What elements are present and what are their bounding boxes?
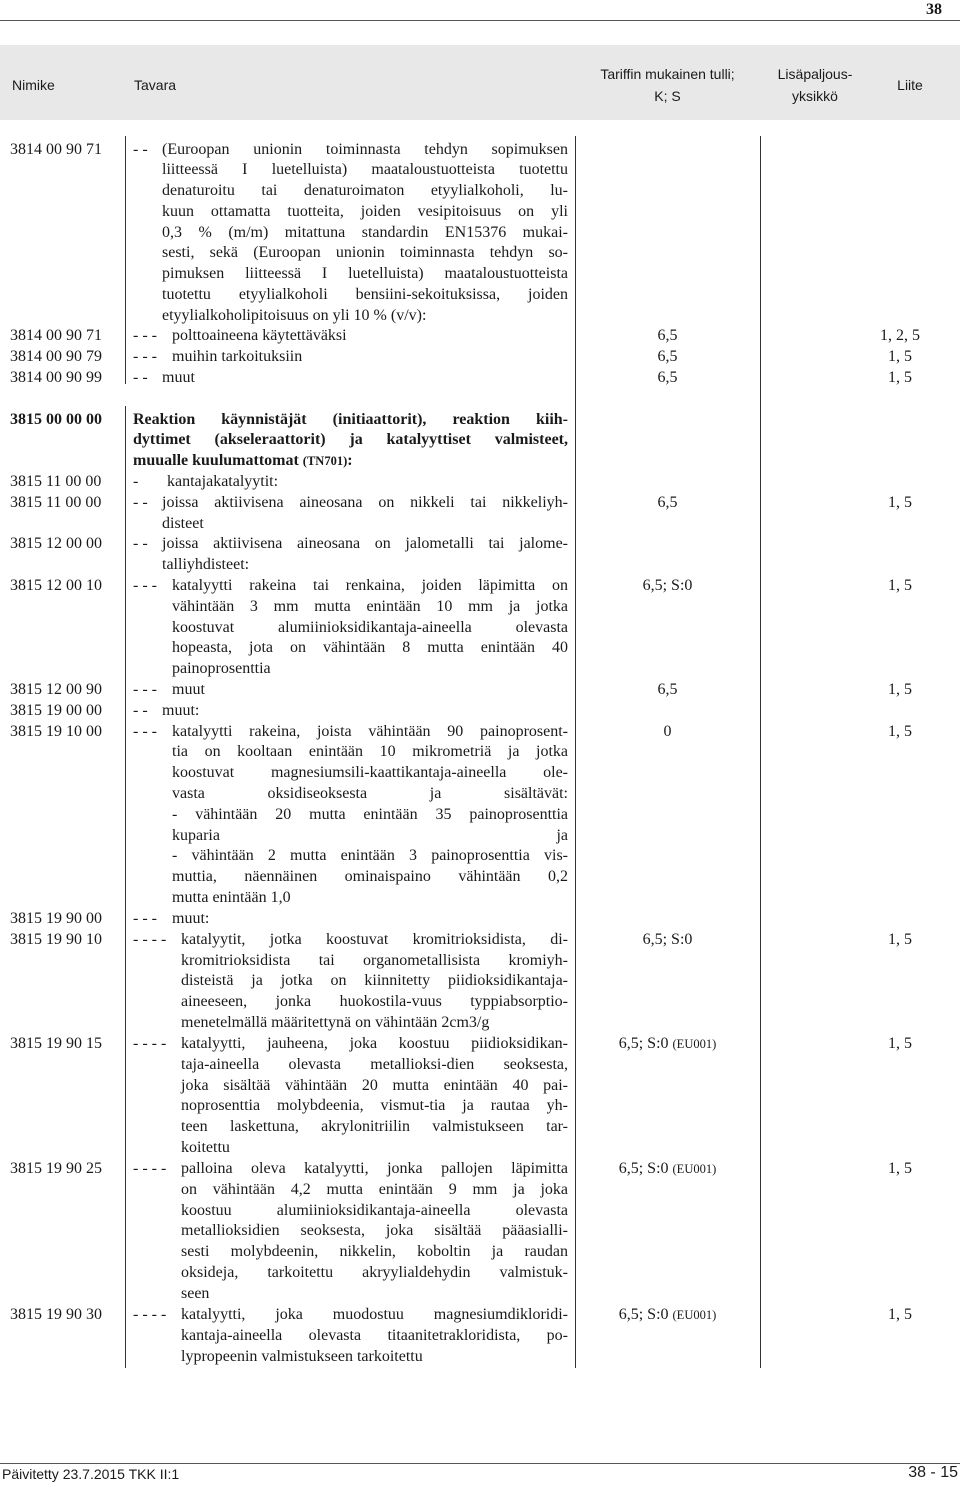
description-line <box>181 951 568 972</box>
duty-rate <box>575 722 760 743</box>
description-text: (Euroopan unionin toiminnasta tehdyn sopimuksen <box>162 140 568 158</box>
indent-dashes: - - - <box>133 347 157 365</box>
description-line <box>172 659 568 680</box>
description-text: vähintään 3 mm mutta enintään 10 mm ja jotka <box>172 597 568 615</box>
description-text: etyylialkoholipitoisuus on yli 10 % (v/v): <box>162 306 427 324</box>
description-line <box>162 368 568 389</box>
description-line <box>162 243 568 264</box>
description-text: koostuvat magnesiumsili-kaattikantaja-aineella ole- <box>172 764 568 782</box>
duty-rate-note: (EU001) <box>672 1037 717 1051</box>
description-line <box>172 576 568 597</box>
header-tulli-line2: K; S <box>654 88 681 104</box>
duty-rate <box>575 576 760 597</box>
duty-rate-value: 6,5; S:0 <box>642 930 693 948</box>
header-lisa-line1: Lisäpaljous- <box>777 66 853 82</box>
description-line <box>181 1221 568 1242</box>
cn-code: 3815 19 90 30 <box>10 1306 102 1323</box>
description-text: kantajakatalyytit: <box>167 473 279 490</box>
description-line <box>133 451 568 472</box>
indent-dashes: - - <box>133 493 148 511</box>
description-line <box>172 763 568 784</box>
description-line <box>181 1242 568 1263</box>
description-line <box>181 1096 568 1117</box>
description-text: tuotettu etyylialkoholi bensiini-sekoituksissa, joiden <box>162 286 568 304</box>
description-line <box>172 722 568 743</box>
goods-description <box>162 368 568 389</box>
goods-description <box>162 493 568 535</box>
cn-code: 3815 19 90 15 <box>10 1035 102 1052</box>
description-line <box>181 1117 568 1138</box>
description-line <box>172 638 568 659</box>
description-text: talliyhdisteet: <box>162 556 250 574</box>
description-line <box>172 909 568 930</box>
description-line <box>181 1284 568 1305</box>
cn-code: 3815 11 00 00 <box>10 493 102 511</box>
appendix-ref: 1, 5 <box>888 1160 912 1177</box>
description-line <box>181 1180 568 1201</box>
description-line <box>162 285 568 306</box>
appendix-ref: 1, 5 <box>888 681 912 698</box>
description-text: mutta enintään 1,0 <box>172 888 291 906</box>
duty-rate <box>575 493 760 514</box>
section-gap <box>125 384 126 406</box>
indent-dashes: - - - - <box>133 930 167 948</box>
description-text: joka sisältää vähintään 20 mutta enintään 40 pai- <box>181 1076 568 1094</box>
header-tulli <box>595 63 740 107</box>
description-text: joissa aktiivisena aineosana on jalometalli tai jalome- <box>162 535 568 553</box>
description-line <box>162 555 568 576</box>
duty-rate <box>575 930 760 951</box>
goods-description <box>172 576 568 680</box>
description-line <box>172 826 568 847</box>
description-line <box>172 618 568 639</box>
description-line <box>172 326 568 347</box>
footer-page: 38 - 15 <box>908 1464 958 1481</box>
description-line <box>181 1013 568 1034</box>
description-line <box>181 1347 568 1368</box>
cn-code: 3815 11 00 00 <box>10 473 102 490</box>
duty-rate-value: 6,5; S:0 <box>642 577 693 594</box>
goods-description <box>181 1034 568 1159</box>
description-text: koostuu alumiinioksidikantaja-aineella olevasta <box>181 1201 568 1219</box>
description-text: on vähintään 4,2 mutta enintään 9 mm ja joka <box>181 1180 568 1198</box>
column-divider <box>575 136 576 1368</box>
appendix-ref: 1, 5 <box>888 493 912 511</box>
duty-rate-value: 6,5; S:0 <box>618 1306 669 1323</box>
cn-code: 3814 00 90 99 <box>10 368 102 386</box>
description-text: katalyytti, joka muodostuu magnesiumdikloridi- <box>181 1306 568 1323</box>
description-line <box>133 410 568 431</box>
description-text: disteet <box>162 514 204 532</box>
description-line <box>181 1076 568 1097</box>
header-liite: Liite <box>897 77 923 93</box>
description-text: sesti, sekä (Euroopan unionin toiminnasta tehdyn so- <box>162 244 568 262</box>
header-tavara: Tavara <box>134 77 177 93</box>
goods-description <box>162 701 568 722</box>
description-text: katalyytti rakeina tai renkaina, joiden läpimitta on <box>172 577 568 594</box>
appendix-ref: 1, 2, 5 <box>880 327 920 344</box>
duty-rate <box>575 680 760 701</box>
description-text: kuun ottamatta tuotteita, joiden vesipitoisuus on yli <box>162 202 568 220</box>
description-text: koitettu <box>181 1138 230 1156</box>
cn-code: 3815 12 00 10 <box>10 577 102 594</box>
description-line <box>162 306 568 327</box>
description-line <box>172 742 568 763</box>
description-text: katalyytti rakeina, joista vähintään 90 painoprosent- <box>172 722 568 740</box>
description-text: muualle kuulumattomat <box>133 452 299 470</box>
goods-description <box>172 680 568 701</box>
duty-rate-value: 6,5 <box>657 368 678 386</box>
duty-rate <box>575 1305 760 1326</box>
description-text: koostuvat alumiinioksidikantaja-aineella olevasta <box>172 618 568 636</box>
appendix-ref: 1, 5 <box>888 930 912 948</box>
description-line <box>181 1201 568 1222</box>
cn-code: 3815 19 90 00 <box>10 910 102 927</box>
description-text: liitteessä I luetelluista) maataloustuotteista tuotettu <box>162 161 568 179</box>
appendix-ref: 1, 5 <box>888 347 912 365</box>
duty-rate-value: 0 <box>663 722 672 740</box>
duty-rate-value: 6,5 <box>657 347 678 365</box>
goods-description <box>172 722 568 909</box>
description-text: menetelmällä määritettynä on vähintään 2cm3/g <box>181 1013 490 1031</box>
goods-description <box>162 534 568 576</box>
goods-description <box>162 140 568 327</box>
cn-code: 3814 00 90 71 <box>10 327 102 344</box>
description-line <box>162 493 568 514</box>
description-line <box>162 534 568 555</box>
goods-description <box>181 1159 568 1305</box>
duty-rate <box>575 1159 760 1180</box>
description-text: joissa aktiivisena aineosana on nikkeli tai nikkeliyh- <box>162 493 568 511</box>
footer-rule <box>0 1463 960 1464</box>
goods-description <box>133 410 568 472</box>
cn-code: 3815 12 00 90 <box>10 681 102 698</box>
description-text: kuparia ja <box>172 826 568 844</box>
description-text: kromitrioksidista tai organometallisista kromiyh- <box>181 951 568 969</box>
description-text: katalyytit, jotka koostuvat kromitrioksidista, di- <box>181 930 568 948</box>
description-text: oksideja, tarkoitettu akryylialdehydin valmistuk- <box>181 1263 568 1281</box>
indent-dashes: - - - - <box>133 1306 167 1323</box>
description-line <box>172 888 568 909</box>
description-text: 0,3 % (m/m) mitattuna standardin EN15376 mukai- <box>162 223 568 241</box>
duty-rate-value: 6,5 <box>657 681 678 698</box>
page-number: 38 <box>926 1 942 18</box>
indent-dashes: - - <box>133 140 148 158</box>
description-line <box>181 971 568 992</box>
description-line <box>162 701 568 722</box>
indent-dashes: - - - <box>133 577 157 594</box>
description-line <box>181 1305 568 1326</box>
cn-code: 3814 00 90 71 <box>10 140 102 158</box>
appendix-ref: 1, 5 <box>888 722 912 740</box>
description-text: muihin tarkoituksiin <box>172 347 303 365</box>
description-text: kantaja-aineella olevasta titaanitetrakloridista, po- <box>181 1326 568 1344</box>
description-text: pimuksen liitteessä I luetelluista) maataloustuotteista <box>162 265 568 283</box>
indent-dashes: - - - - <box>133 1035 167 1052</box>
appendix-ref: 1, 5 <box>888 368 912 386</box>
description-line <box>162 160 568 181</box>
column-divider <box>760 136 761 1368</box>
description-line <box>162 223 568 244</box>
description-line <box>167 472 568 493</box>
description-text: katalyytti, jauheena, joka koostuu piidioksidikan- <box>181 1035 568 1052</box>
goods-description <box>167 472 568 493</box>
cn-code: 3815 19 90 10 <box>10 930 102 948</box>
description-text: noprosenttia molybdeenia, vismut-tia ja rautaa yh- <box>181 1097 568 1115</box>
description-line <box>181 1138 568 1159</box>
appendix-ref: 1, 5 <box>888 1306 912 1323</box>
indent-dashes: - - <box>133 701 148 719</box>
description-line <box>172 784 568 805</box>
cn-code: 3815 12 00 00 <box>10 535 102 553</box>
table-header <box>0 45 960 120</box>
description-line <box>133 430 568 451</box>
description-line <box>162 264 568 285</box>
description-line <box>162 514 568 535</box>
description-text: lypropeenin valmistukseen tarkoitettu <box>181 1347 423 1365</box>
description-line <box>181 1159 568 1180</box>
goods-description <box>172 347 568 368</box>
header-lisapaljousyksikko <box>765 63 865 107</box>
description-text: muut <box>162 368 195 386</box>
description-line <box>172 347 568 368</box>
indent-dashes: - - - <box>133 681 157 698</box>
description-line <box>162 140 568 161</box>
top-rule <box>0 20 960 21</box>
indent-dashes: - - - <box>133 722 157 740</box>
header-nimike: Nimike <box>12 77 55 93</box>
description-text: denaturoitu tai denaturoimaton etyylialkoholi, lu- <box>162 182 568 200</box>
duty-rate-value: 6,5; S:0 <box>618 1160 669 1177</box>
duty-rate <box>575 347 760 368</box>
note-colon: : <box>347 452 353 470</box>
header-lisa-line2: yksikkö <box>792 88 838 104</box>
description-text: polttoaineena käytettäväksi <box>172 327 347 344</box>
description-line <box>181 930 568 951</box>
description-text: hopeasta, jota on vähintään 8 mutta enintään 40 <box>172 639 568 657</box>
description-text: tia on kooltaan enintään 10 mikrometriä ja jotka <box>172 743 568 761</box>
description-text: palloina oleva katalyytti, jonka pallojen läpimitta <box>181 1160 568 1177</box>
indent-dashes: - - - <box>133 910 157 927</box>
description-line <box>172 597 568 618</box>
duty-rate <box>575 326 760 347</box>
indent-dashes: - - - - <box>133 1160 167 1177</box>
description-text: metallioksidien seoksesta, joka sisältää pääasialli- <box>181 1222 568 1240</box>
goods-description <box>181 1305 568 1367</box>
duty-rate <box>575 368 760 389</box>
description-text: teen laskettuna, akrylonitriilin valmistukseen tar- <box>181 1118 568 1136</box>
column-divider <box>125 136 126 1368</box>
cn-code: 3815 00 00 00 <box>10 410 102 428</box>
description-line <box>172 805 568 826</box>
goods-description <box>172 909 568 930</box>
description-text: disteistä ja jotka on kiinnitetty piidioksidikantaja- <box>181 972 568 990</box>
description-line <box>181 1055 568 1076</box>
description-text: aineeseen, jonka huokostila-vuus typpiabsorptio- <box>181 993 568 1011</box>
cn-code: 3815 19 10 00 <box>10 722 102 740</box>
duty-rate-value: 6,5; S:0 <box>618 1035 669 1052</box>
cn-code: 3814 00 90 79 <box>10 347 102 365</box>
indent-dashes: - - <box>133 368 148 386</box>
duty-rate <box>575 1034 760 1055</box>
description-line <box>181 1263 568 1284</box>
goods-description <box>181 930 568 1034</box>
duty-rate-note: (EU001) <box>672 1162 717 1176</box>
description-line <box>181 1326 568 1347</box>
description-line <box>181 1034 568 1055</box>
cn-code: 3815 19 00 00 <box>10 701 102 719</box>
footer-updated: Päivitetty 23.7.2015 TKK II:1 <box>2 1466 180 1482</box>
description-text: muut <box>172 681 205 698</box>
header-tulli-line1: Tariffin mukainen tulli; <box>600 66 735 82</box>
goods-description <box>172 326 568 347</box>
description-line <box>181 992 568 1013</box>
appendix-ref: 1, 5 <box>888 1035 912 1052</box>
duty-rate-value: 6,5 <box>657 493 678 511</box>
description-line <box>172 846 568 867</box>
description-text: muut: <box>162 701 200 719</box>
description-text: taja-aineella olevasta metallioksi-dien seoksesta, <box>181 1055 568 1073</box>
tariff-note: (TN701) <box>302 454 348 469</box>
duty-rate-value: 6,5 <box>657 327 678 344</box>
description-text: sesti molybdeenin, nikkelin, koboltin ja raudan <box>181 1243 568 1261</box>
indent-dashes: - <box>133 473 139 490</box>
description-text: vasta oksidiseoksesta ja sisältävät: <box>172 784 568 802</box>
indent-dashes: - - - <box>133 327 157 344</box>
description-text: - vähintään 20 mutta enintään 35 painoprosenttia <box>172 805 568 823</box>
description-line <box>162 202 568 223</box>
indent-dashes: - - <box>133 535 148 553</box>
description-text: seen <box>181 1284 210 1302</box>
description-text: muut: <box>172 910 210 927</box>
description-line <box>172 680 568 701</box>
description-line <box>172 867 568 888</box>
description-text: muttia, näennäinen ominaispaino vähintään 0,2 <box>172 868 568 886</box>
duty-rate-note: (EU001) <box>672 1308 717 1322</box>
description-text: Reaktion käynnistäjät (initiaattorit), reaktion kiih- <box>133 410 568 428</box>
cn-code: 3815 19 90 25 <box>10 1160 102 1177</box>
description-text: painoprosenttia <box>172 660 271 678</box>
appendix-ref: 1, 5 <box>888 577 912 594</box>
description-text: dyttimet (akseleraattorit) ja katalyyttiset valmisteet, <box>133 431 568 449</box>
description-line <box>162 181 568 202</box>
description-text: - vähintään 2 mutta enintään 3 painoprosenttia vis- <box>172 847 568 865</box>
